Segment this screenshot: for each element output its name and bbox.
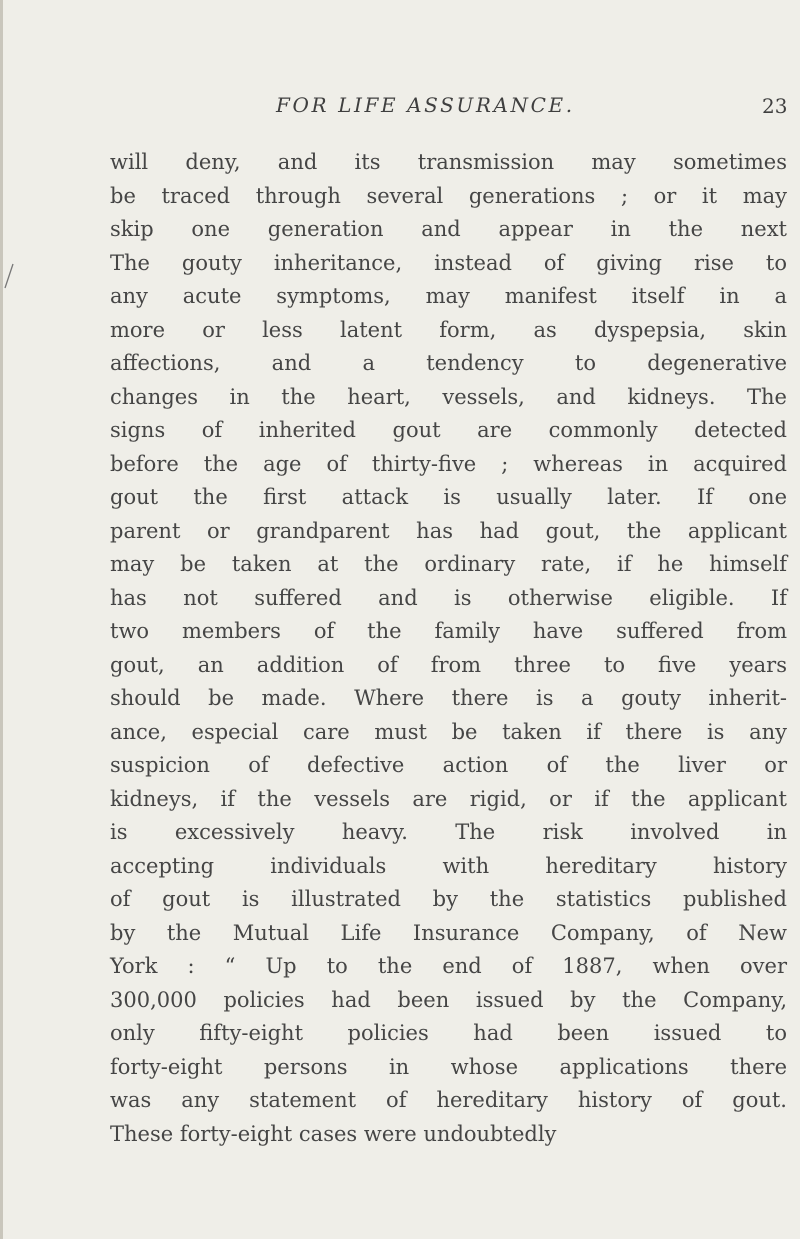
text-line: has not suffered and is otherwise eligible. If — [110, 585, 787, 610]
text-line: kidneys, if the vessels are rigid, or if the applicant — [110, 786, 787, 811]
text-line: only fifty-eight policies had been issued to — [110, 1021, 787, 1045]
text-line: before the age of thirty-five ; whereas in acquired — [110, 451, 787, 476]
running-head — [0, 93, 800, 123]
text-line: two members of the family have suffered from — [110, 619, 787, 643]
text-line: will deny, and its transmission may sometimes — [110, 150, 787, 174]
text-line: any acute symptoms, may manifest itself in a — [110, 284, 787, 308]
text-line: signs of inherited gout are commonly detected — [110, 418, 787, 442]
text-line: may be taken at the ordinary rate, if he himself — [110, 552, 787, 576]
text-line: parent or grandparent has had gout, the applicant — [110, 518, 787, 543]
text-line: These forty-eight cases were undoubtedly — [110, 1121, 557, 1146]
text-line: should be made. Where there is a gouty inherit- — [110, 686, 787, 710]
text-line: accepting individuals with hereditary history — [110, 853, 787, 878]
text-line: forty-eight persons in whose applications there — [110, 1054, 787, 1079]
text-line: more or less latent form, as dyspepsia, skin — [110, 317, 787, 342]
text-line: ance, especial care must be taken if there is any — [110, 719, 787, 744]
page-number: 23 — [762, 94, 788, 118]
text-line: affections, and a tendency to degenerative — [110, 351, 787, 375]
text-line: of gout is illustrated by the statistics published — [110, 887, 787, 911]
text-line: 300,000 policies had been issued by the Company, — [110, 987, 787, 1012]
page-binding-edge — [0, 0, 3, 1239]
text-line: gout the first attack is usually later. If one — [110, 485, 787, 509]
text-line: by the Mutual Life Insurance Company, of New — [110, 920, 787, 945]
text-line: skip one generation and appear in the next — [110, 217, 787, 241]
text-line: gout, an addition of from three to five years — [110, 652, 787, 677]
text-line: York : “ Up to the end of 1887, when over — [110, 954, 787, 978]
text-line: was any statement of hereditary history of gout. — [110, 1088, 787, 1112]
text-line: The gouty inheritance, instead of giving rise to — [110, 250, 787, 275]
text-line: changes in the heart, vessels, and kidneys. The — [110, 384, 787, 409]
body-text — [110, 146, 787, 1151]
text-line: suspicion of defective action of the liver or — [110, 753, 787, 777]
margin-pencil-mark — [2, 262, 16, 290]
text-line: is excessively heavy. The risk involved in — [110, 820, 787, 844]
running-title: FOR LIFE ASSURANCE. — [276, 93, 575, 117]
text-line: be traced through several generations ; or it may — [110, 183, 787, 208]
